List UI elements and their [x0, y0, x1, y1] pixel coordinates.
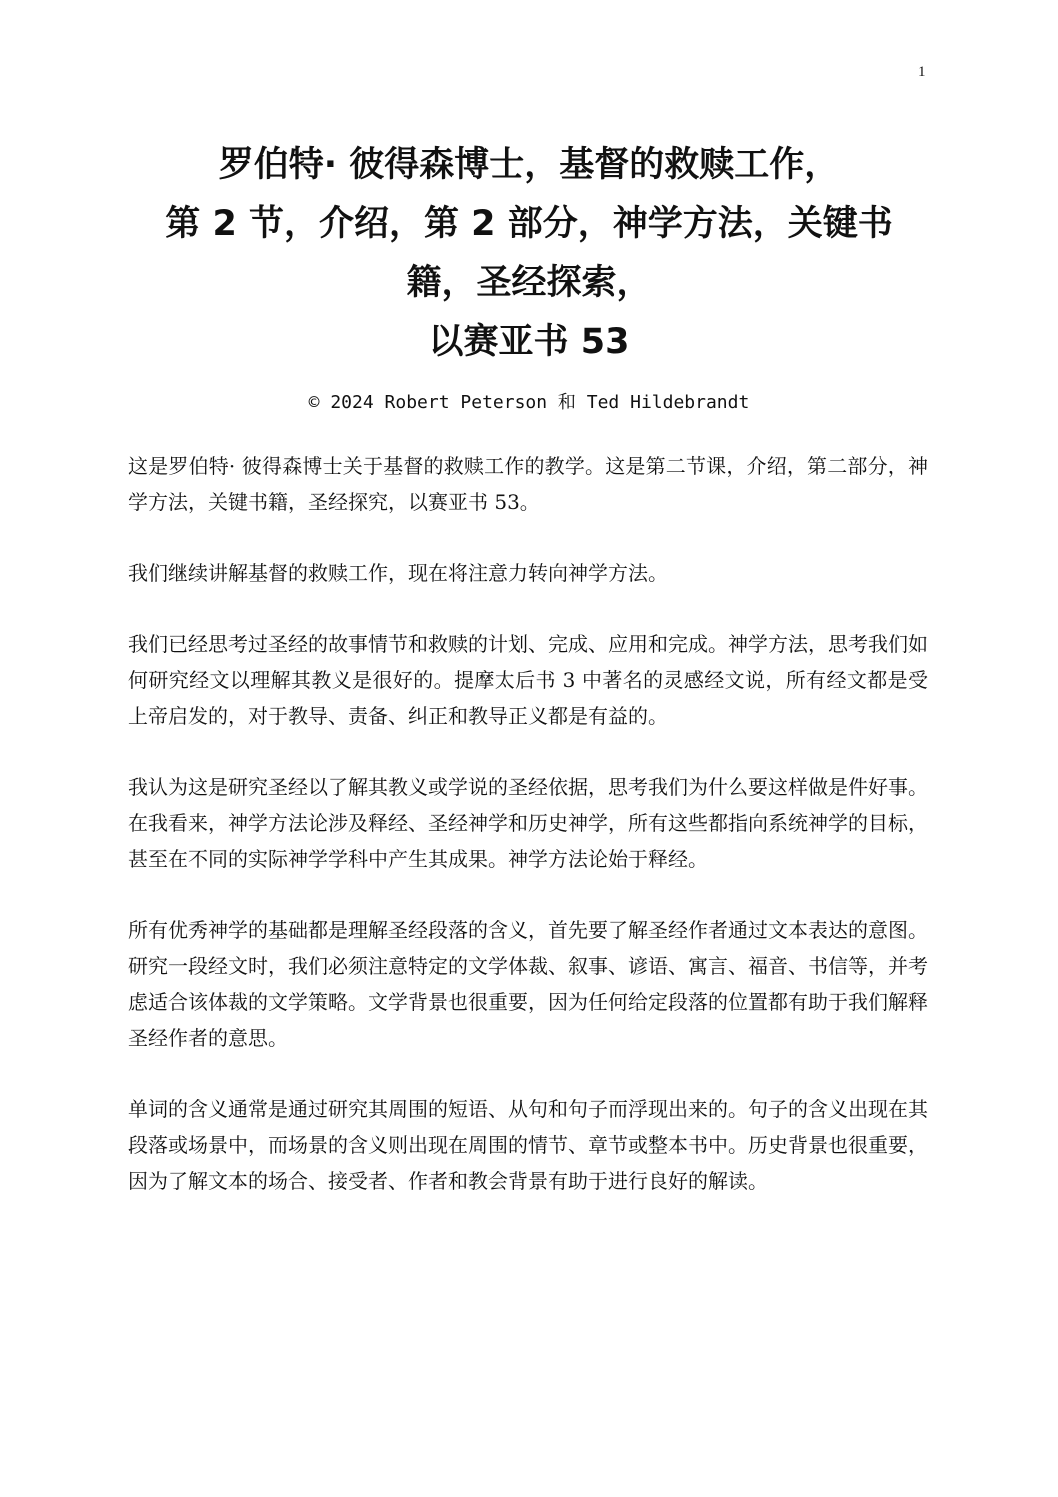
copyright-line: © 2024 Robert Peterson 和 Ted Hildebrandt — [308, 392, 750, 413]
title-line-2: 第 2 节，介绍，第 2 部分，神学方法，关键书 — [165, 204, 893, 244]
document-body — [128, 448, 928, 1234]
document-title — [110, 136, 948, 372]
page-number: 1 — [918, 64, 926, 80]
title-line-4: 以赛亚书 53 — [428, 322, 630, 362]
paragraph-basis: 我认为这是研究圣经以了解其教义或学说的圣经依据，思考我们为什么要这样做是件好事。在我看来，神学方法论涉及释经、圣经神学和历史神学，所有这些都指向系统神学的目标，甚至在不同的实际神学学科中产生其成果。神学方法论始于释经。 — [128, 775, 928, 871]
paragraph-context: 单词的含义通常是通过研究其周围的短语、从句和句子而浮现出来的。句子的含义出现在其段落或场景中，而场景的含义则出现在周围的情节、章节或整本书中。历史背景也很重要，因为了解文本的场合、接受者、作者和教会背景有助于进行良好的解读。 — [128, 1097, 928, 1193]
paragraph-foundation: 所有优秀神学的基础都是理解圣经段落的含义，首先要了解圣经作者通过文本表达的意图。研究一段经文时，我们必须注意特定的文学体裁、叙事、谚语、寓言、福音、书信等，并考虑适合该体裁的文学策略。文学背景也很重要，因为任何给定段落的位置都有助于我们解释圣经作者的意思。 — [128, 918, 928, 1050]
paragraph-method: 我们已经思考过圣经的故事情节和救赎的计划、完成、应用和完成。神学方法，思考我们如何研究经文以理解其教义是很好的。提摩太后书 3 中著名的灵感经文说，所有经文都是受上帝启发的，对于教导、责备、纠正和教导正义都是有益的。 — [128, 632, 928, 728]
paragraph-continue: 我们继续讲解基督的救赎工作，现在将注意力转向神学方法。 — [128, 561, 668, 585]
title-line-1: 罗伯特· 彼得森博士，基督的救赎工作， — [218, 145, 840, 185]
paragraph-intro: 这是罗伯特· 彼得森博士关于基督的救赎工作的教学。这是第二节课，介绍，第二部分，神学方法，关键书籍，圣经探究，以赛亚书 53。 — [128, 454, 928, 514]
title-line-3: 籍，圣经探索， — [406, 263, 652, 303]
